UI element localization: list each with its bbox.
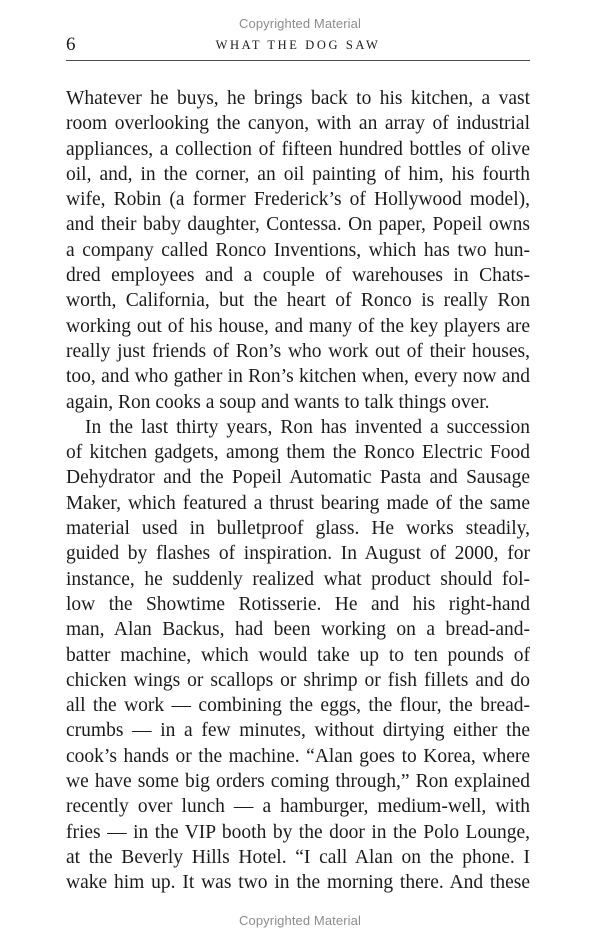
body-text — [66, 86, 530, 896]
text-line: dred employees and a couple of warehouses in Chats- — [66, 265, 530, 287]
text-line: Dehydrator and the Popeil Automatic Pasta and Sausage — [66, 467, 530, 489]
text-line: Whatever he buys, he brings back to his kitchen, a vast — [66, 88, 530, 109]
text-line: material used in bulletproof glass. He works steadily, — [66, 518, 530, 540]
text-line: at the Beverly Hills Hotel. “I call Alan on the phone. I — [66, 846, 530, 868]
text-line: all the work — combining the eggs, the flour, the bread- — [66, 695, 530, 717]
text-line: too, and who gather in Ron’s kitchen when, every now and — [66, 366, 530, 388]
text-line: crumbs — in a few minutes, without dirtying either the — [66, 720, 530, 742]
running-head: WHAT THE DOG SAW — [215, 38, 381, 52]
text-line: we have some big orders coming through,” Ron explained — [66, 771, 530, 793]
page-number: 6 — [66, 34, 76, 55]
page-header — [66, 33, 530, 57]
text-line: wife, Robin (a former Frederick’s of Hollywood model), — [66, 189, 530, 211]
text-line: appliances, a collection of fifteen hundred bottles of olive — [66, 138, 530, 160]
text-line: Maker, which featured a thrust bearing made of the same — [66, 492, 530, 514]
text-line: cook’s hands or the machine. “Alan goes to Korea, where — [66, 745, 530, 767]
text-line: man, Alan Backus, had been working on a bread-and- — [66, 619, 530, 641]
text-line: of kitchen gadgets, among them the Ronco Electric Food — [66, 442, 530, 464]
text-line: instance, he suddenly realized what product should fol- — [66, 568, 530, 590]
text-line: fries — in the VIP booth by the door in the Polo Lounge, — [66, 821, 530, 843]
text-line: worth, California, but the heart of Ronco is really Ron — [66, 290, 530, 312]
text-line: room overlooking the canyon, with an array of industrial — [66, 113, 530, 135]
text-line: low the Showtime Rotisserie. He and his right-hand — [66, 593, 530, 615]
text-line: In the last thirty years, Ron has invented a succession — [85, 416, 530, 438]
text-line: really just friends of Ron’s who work out of their houses, — [66, 340, 530, 362]
text-line: working out of his house, and many of the key players are — [66, 315, 530, 337]
header-rule — [66, 60, 530, 61]
text-line: again, Ron cooks a soup and wants to talk things over. — [66, 391, 490, 413]
text-line: and their baby daughter, Contessa. On paper, Popeil owns — [66, 214, 530, 236]
text-line: chicken wings or scallops or shrimp or fish fillets and do — [66, 669, 530, 691]
text-line: recently over lunch — a hamburger, medium-well, with — [66, 796, 530, 818]
text-line: wake him up. It was two in the morning there. And these — [66, 872, 530, 894]
text-line: oil, and, in the corner, an oil painting of him, his fourth — [66, 163, 530, 185]
watermark-top: Copyrighted Material — [239, 16, 361, 31]
watermark-bottom: Copyrighted Material — [239, 913, 361, 928]
text-line: guided by flashes of inspiration. In August of 2000, for — [66, 543, 530, 565]
text-line: a company called Ronco Inventions, which has two hun- — [66, 239, 530, 261]
text-line: batter machine, which would take up to ten pounds of — [66, 644, 530, 666]
